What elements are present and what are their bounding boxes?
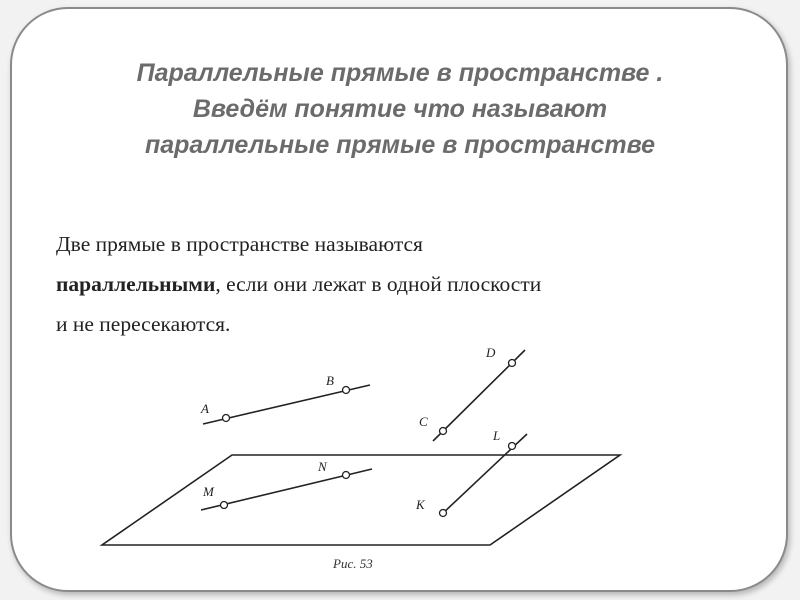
point-d [509, 360, 516, 367]
label-a: A [201, 401, 209, 416]
label-m: M [203, 484, 214, 499]
plane-quadrilateral [102, 455, 620, 545]
label-k: K [416, 497, 425, 512]
label-l: L [493, 428, 501, 443]
definition-line-3: и не пересекаются. [56, 312, 231, 336]
title-line-3: параллельные прямые в пространстве [144, 131, 656, 159]
definition-line-1: Две прямые в пространстве называются [56, 232, 423, 256]
title-line-1: Параллельные прямые в пространстве . [136, 59, 664, 87]
title-line-2: Введём понятие что называют [192, 95, 608, 123]
point-k [440, 510, 447, 517]
point-a [223, 415, 230, 422]
label-n: N [318, 459, 327, 474]
label-d: D [486, 345, 496, 360]
figure-caption: Рис. 53 [333, 556, 373, 571]
definition-line-2-rest: , если они лежат в одной плоскости [215, 272, 542, 296]
point-m [221, 502, 228, 509]
point-c [440, 428, 447, 435]
point-b [343, 387, 350, 394]
point-l [509, 443, 516, 450]
label-c: C [419, 414, 428, 429]
point-n [343, 472, 350, 479]
label-b: B [326, 373, 334, 388]
definition-term: параллельными [56, 272, 216, 296]
